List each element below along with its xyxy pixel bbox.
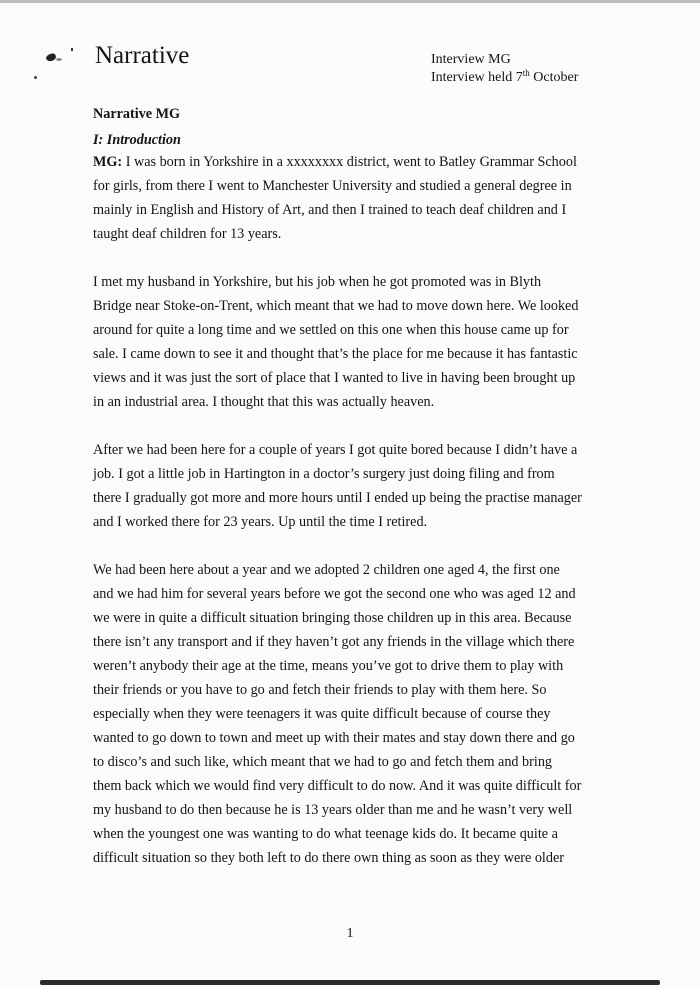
paragraph-line: views and it was just the sort of place that I wanted to live in having been brought up xyxy=(93,370,576,386)
interview-meta xyxy=(431,51,578,87)
paragraph xyxy=(93,558,593,870)
paragraph-line: for girls, from there I went to Manchester University and studied a general degree in xyxy=(93,178,572,194)
paragraph-line: taught deaf children for 13 years. xyxy=(93,226,282,242)
page-top-edge xyxy=(0,0,700,3)
paragraph-line: I met my husband in Yorkshire, but his job when he got promoted was in Blyth xyxy=(93,274,542,290)
paragraph-line: their friends or you have to go and fetch their friends to play with them here. So xyxy=(93,682,547,698)
paragraph-line: and we had him for several years before we got the second one who was aged 12 and xyxy=(93,586,576,602)
paragraph-line: difficult situation so they both left to do there own thing as soon as they were older xyxy=(93,850,564,866)
paragraph-line: weren’t anybody their age at the time, means you’ve got to drive them to play with xyxy=(93,658,564,674)
paragraph-line: mainly in English and History of Art, and then I trained to teach deaf children and I xyxy=(93,202,567,218)
paragraph-line: there isn’t any transport and if they haven’t got any friends in the village which there xyxy=(93,634,575,650)
paragraph-line: we were in quite a difficult situation bringing those children up in this area. Because xyxy=(93,610,572,626)
section-title: I: Introduction xyxy=(93,132,181,148)
paragraph-line: especially when they were teenagers it was quite difficult because of course they xyxy=(93,706,551,722)
paragraph-line: to disco’s and such like, which meant that we had to go and fetch them and bring xyxy=(93,754,553,770)
paragraph-line: MG: I was born in Yorkshire in a xxxxxxxx district, went to Batley Grammar School xyxy=(93,154,577,170)
interview-label: Interview MG xyxy=(431,52,511,67)
paragraph-line: when the youngest one was wanting to do what teenage kids do. It became quite a xyxy=(93,826,558,842)
narrative-heading: Narrative MG xyxy=(93,106,181,122)
interview-date xyxy=(431,69,578,87)
interview-date-ordinal: th xyxy=(522,68,530,78)
page-bottom-edge xyxy=(40,980,660,985)
paragraph-line: wanted to go down to town and meet up with their mates and stay down there and go xyxy=(93,730,575,746)
page-number: 1 xyxy=(346,926,354,941)
scan-mark xyxy=(56,58,62,61)
paragraph-line: in an industrial area. I thought that this was actually heaven. xyxy=(93,394,435,410)
document-body xyxy=(93,104,593,894)
paragraph-line: there I gradually got more and more hours until I ended up being the practise manager xyxy=(93,490,582,506)
paragraph-line: my husband to do then because he is 13 years older than me and he wasn’t very well xyxy=(93,802,573,818)
paragraph-line: After we had been here for a couple of years I got quite bored because I didn’t have a xyxy=(93,442,578,458)
paragraph xyxy=(93,270,593,414)
interview-date-month: October xyxy=(529,70,579,85)
scan-mark xyxy=(34,76,37,79)
scan-mark xyxy=(71,48,73,51)
paragraph xyxy=(93,150,593,246)
paragraph-line: around for quite a long time and we settled on this one when this house came up for xyxy=(93,322,569,338)
paragraph-line: job. I got a little job in Hartington in a doctor’s surgery just doing filing and from xyxy=(93,466,555,482)
paragraph-line: them back which we would find very difficult to do now. And it was quite difficult for xyxy=(93,778,582,794)
scan-mark xyxy=(45,53,57,63)
document-title: Narrative xyxy=(95,42,190,69)
paragraph-line: sale. I came down to see it and thought that’s the place for me because it has fantastic xyxy=(93,346,578,362)
paragraph-line: and I worked there for 23 years. Up until the time I retired. xyxy=(93,514,428,530)
paragraph-line: We had been here about a year and we adopted 2 children one aged 4, the first one xyxy=(93,562,560,578)
speaker-label: MG: xyxy=(93,154,123,170)
paragraph-line: Bridge near Stoke-on-Trent, which meant that we had to move down here. We looked xyxy=(93,298,579,314)
interview-date-prefix: Interview held 7 xyxy=(431,70,523,85)
paragraph xyxy=(93,438,593,534)
